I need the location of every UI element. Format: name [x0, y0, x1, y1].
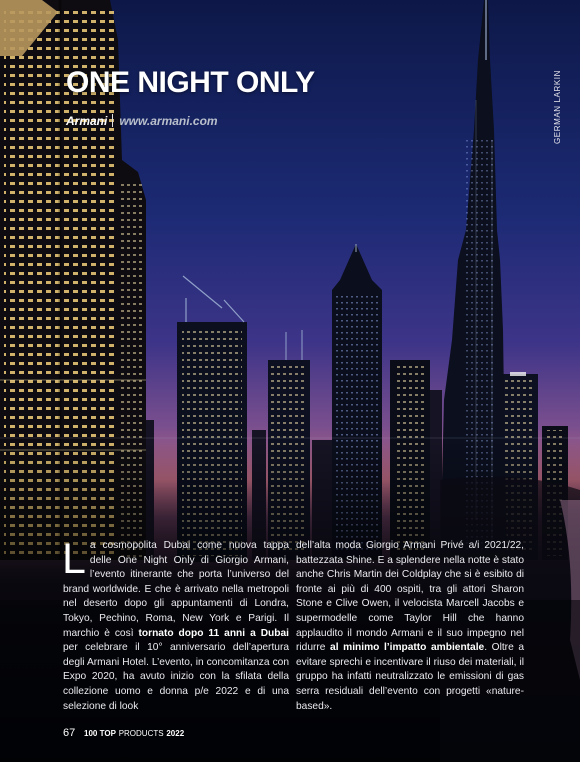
- brand-name: Armani: [66, 114, 108, 128]
- publication-name-light: PRODUCTS: [118, 729, 164, 738]
- drop-cap: L: [62, 535, 86, 583]
- photo-credit: GERMAN LARKIN: [553, 70, 562, 145]
- column-1-text-a: a cosmopolita Dubai come nuova tappa delle One Night Only di Giorgio Armani, l’evento itinerante che porta l’universo del brand worldwide. E che è arrivato nella metropoli nel deserto dopo gli appuntamenti di Londra, Tokyo, Pechino, Roma, New York e Parigi. Il marchio è così: [63, 540, 289, 639]
- column-2-text-a: dell’alta moda Giorgio Armani Privé a/i 2021/22, battezzata Shine. E a splendere nella notte è stato anche Chris Martin dei Coldplay che si è esibito di fronte ai più di 400 ospiti, tra gli attori Sharon Stone e Clive Owen, il velocista Marcell Jacobs e supermodelle come Taylor Hill che hanno applaudito il mondo Armani e il suo impegno nel ridurre: [296, 540, 524, 654]
- column-2-highlight: al minimo l’impatto ambientale: [330, 642, 485, 654]
- publication-year: 2022: [166, 729, 185, 738]
- brand-url[interactable]: www.armani.com: [119, 114, 218, 128]
- column-2-text-b: . Oltre a evitare sprechi e incentivare il riuso dei materiali, il gruppo ha infatti neutralizzato le emissioni di gas serra residuali dell’evento con progetti «nature-based».: [296, 642, 524, 712]
- page-number: 67: [63, 727, 76, 739]
- brand-line: [66, 114, 218, 128]
- brand-separator: [112, 114, 113, 127]
- article-column-2: [296, 539, 524, 714]
- article-title: ONE NIGHT ONLY: [66, 66, 315, 99]
- article-column-1: [62, 535, 289, 714]
- column-1-highlight: tornato dopo 11 anni a Dubai: [138, 627, 289, 639]
- column-1-text-b: per celebrare il 10° anniversario dell’apertura degli Armani Hotel. L’evento, in concomitanza con Expo 2020, ha avuto inizio con la sfilata della collezione uomo e donna p/e 2022 e di una selezione di look: [63, 642, 289, 712]
- publication-name: 100 TOP: [84, 729, 116, 738]
- page-footer: [63, 727, 184, 739]
